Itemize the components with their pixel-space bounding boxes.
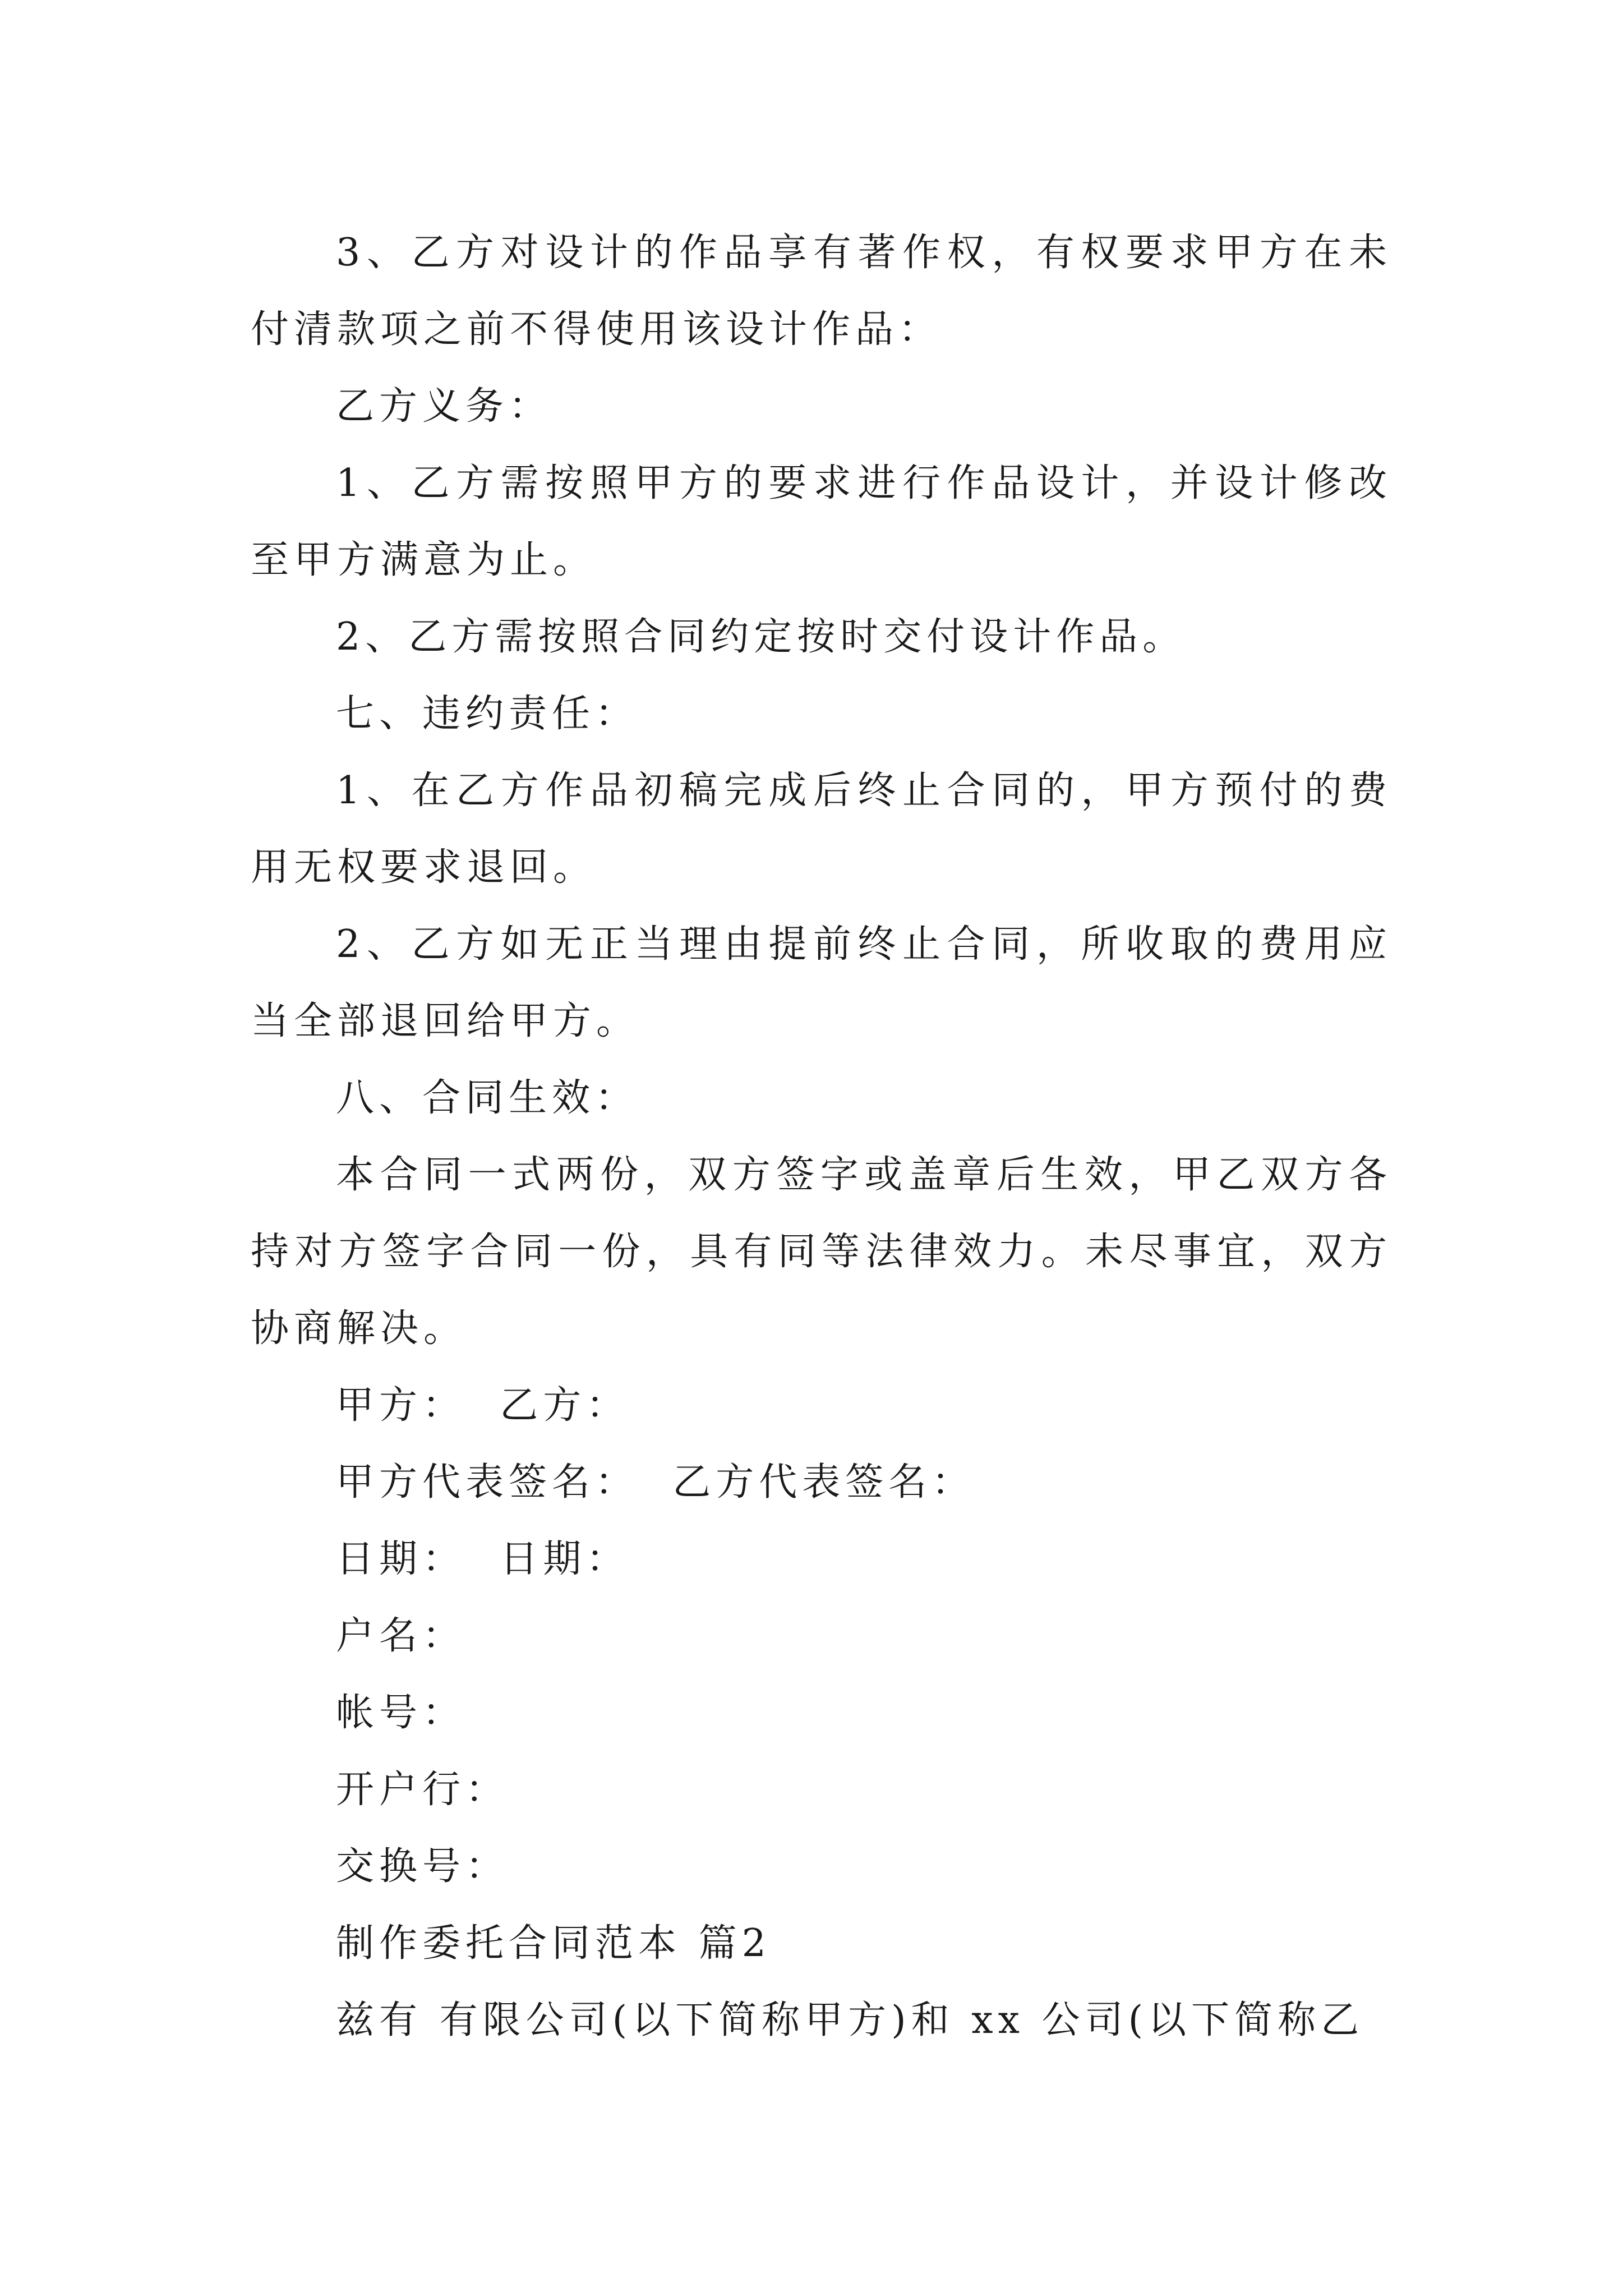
bank-field: 开户行： (336, 1768, 509, 1812)
section-title-part-2: 制作委托合同范本 篇2 (336, 1921, 771, 1966)
part-2-opening-line: 兹有 有限公司(以下简称甲方)和 xx 公司(以下简称乙 (336, 1998, 1364, 2042)
exchange-number-field: 交换号： (336, 1844, 509, 1889)
signature-dates: 日期： 日期： (336, 1537, 630, 1581)
account-number-field: 帐号： (336, 1691, 466, 1735)
heading-breach-liability: 七、违约责任： (336, 692, 639, 736)
obligation-on-time-delivery: 2、乙方需按照合同约定按时交付设计作品。 (336, 615, 1186, 659)
heading-party-b-obligations: 乙方义务： (336, 384, 552, 429)
heading-contract-effectiveness: 八、合同生效： (336, 1076, 639, 1120)
breach-clause-1: 1、在乙方作品初稿完成后终止合同的，甲方预付的费用无权要求退回。 (251, 769, 1392, 890)
signature-representatives: 甲方代表签名： 乙方代表签名： (336, 1460, 975, 1504)
document-body (251, 214, 1392, 2059)
effectiveness-clause: 本合同一式两份，双方签字或盖章后生效，甲乙双方各持对方签字合同一份，具有同等法律效力。未尽事宜，双方协商解决。 (251, 1153, 1392, 1351)
breach-clause-2: 2、乙方如无正当理由提前终止合同，所收取的费用应当全部退回给甲方。 (251, 922, 1392, 1043)
account-name-field: 户名： (336, 1614, 466, 1658)
clause-copyright: 3、乙方对设计的作品享有著作权，有权要求甲方在未付清款项之前不得使用该设计作品： (251, 231, 1392, 352)
obligation-design-revision: 1、乙方需按照甲方的要求进行作品设计，并设计修改至甲方满意为止。 (251, 461, 1392, 582)
signature-parties: 甲方： 乙方： (336, 1383, 630, 1428)
